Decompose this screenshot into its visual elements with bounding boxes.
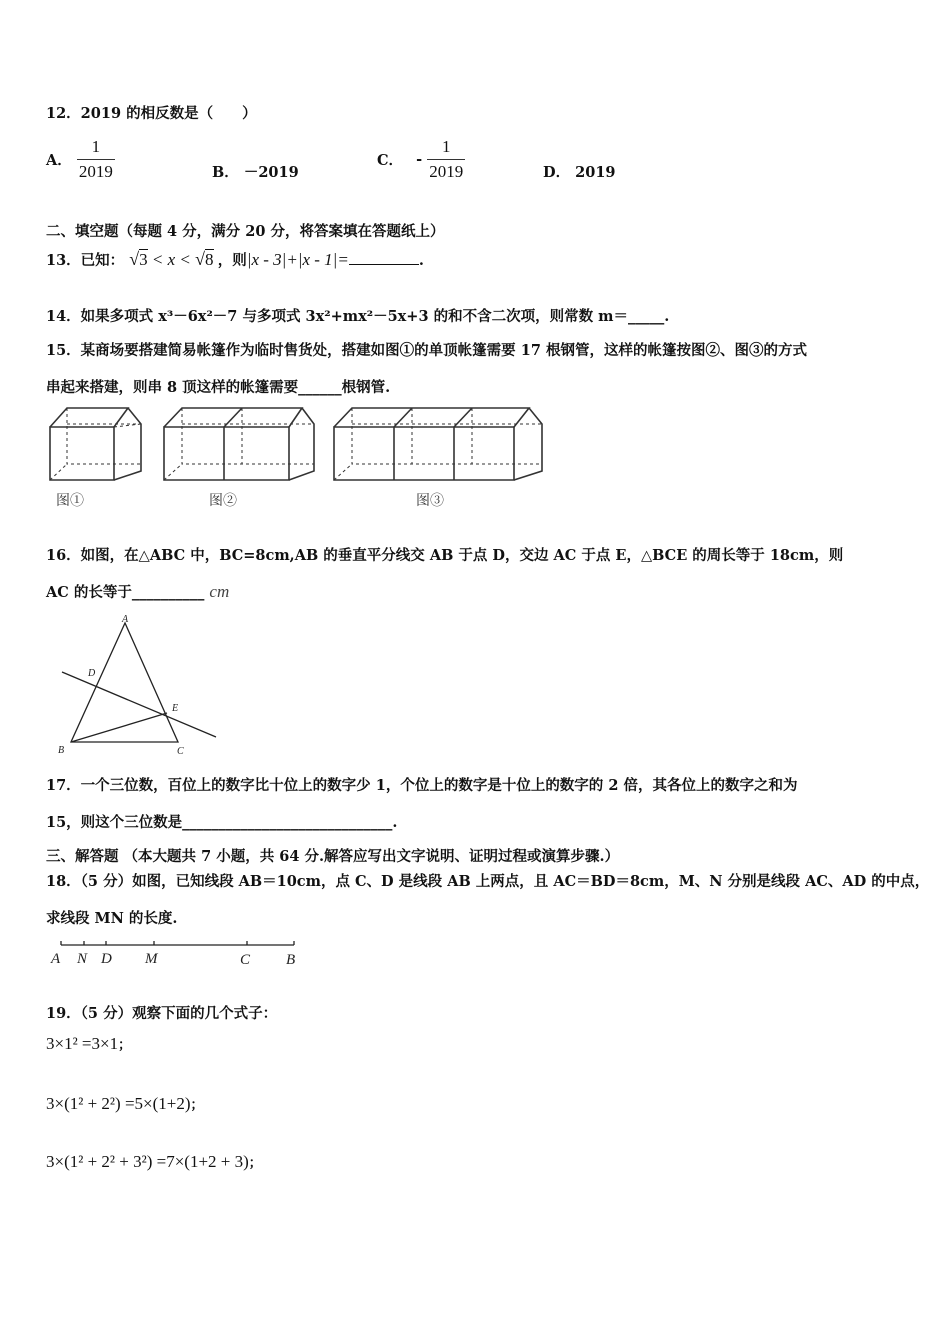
q16-line2-text: AC 的长等于__________: [46, 584, 205, 601]
q12-stem: 12．2019 的相反数是（ ）: [46, 105, 257, 122]
segment-point-a: A: [51, 951, 61, 967]
point-a-label: A: [122, 614, 129, 625]
q13-cond-mid: < x <: [147, 250, 196, 269]
q12-option-c: [377, 137, 465, 182]
option-c-fraction: [427, 137, 465, 182]
equation-3: 3×(1² + 2² + 3²) =7×(1+2 + 3): [46, 1152, 249, 1171]
option-d-value: 2019: [575, 164, 616, 181]
tent-figure-1: [50, 408, 141, 480]
option-a-fraction: [77, 137, 115, 182]
q19-equation-2: [46, 1094, 204, 1114]
segment-point-d: D: [101, 951, 112, 967]
q13-answer-blank[interactable]: [349, 264, 419, 265]
triangle-figure: [46, 612, 236, 760]
q16-line2: [46, 581, 229, 602]
equation-1: 3×1² =3×1: [46, 1034, 119, 1053]
point-b-label: B: [58, 745, 65, 756]
option-a-label: A．: [46, 152, 72, 169]
tent-figure-2: [164, 408, 314, 480]
point-c-label: C: [177, 746, 184, 757]
segment-point-c: C: [240, 952, 251, 968]
q18-line1: 18．（5 分）如图，已知线段 AB＝10cm，点 C、D 是线段 AB 上两点，且 AC＝BD＝8cm，M、N 分别是线段 AC、AD 的中点，: [46, 873, 930, 890]
segment-point-b: B: [286, 952, 296, 968]
q16-unit: cm: [209, 582, 230, 601]
option-c-sign: -: [416, 151, 423, 168]
sqrt-3: 3: [139, 250, 148, 269]
q17-line1: 17．一个三位数，百位上的数字比十位上的数字少 1，个位上的数字是十位上的数字的 2 倍，其各位上的数字之和为: [46, 777, 798, 794]
section-3-heading: 三、解答题 （本大题共 7 小题，共 64 分.解答应写出文字说明、证明过程或演算步骤.）: [46, 848, 620, 865]
segment-point-m: M: [145, 951, 158, 967]
q19-stem: 19．（5 分）观察下面的几个式子：: [46, 1005, 278, 1022]
section-2-heading: 二、填空题（每题 4 分，满分 20 分，将答案填在答题纸上）: [46, 223, 445, 240]
tent-figure-3: [334, 408, 542, 480]
q13-end: .: [418, 252, 424, 269]
q15-line1: 15．某商场要搭建简易帐篷作为临时售货处，搭建如图①的单顶帐篷需要 17 根钢管，这样的帐篷按图②、图③的方式: [46, 342, 807, 359]
segment-figure: [44, 936, 306, 972]
option-b-value: －2019: [243, 164, 299, 181]
tent-figures: [44, 402, 554, 514]
option-c-label: C．: [377, 152, 404, 169]
sqrt-8: 8: [205, 250, 214, 269]
fraction-denominator: 2019: [77, 159, 115, 182]
q17-line2: 15，则这个三位数是_____________________________.: [46, 814, 398, 831]
q13: [46, 249, 424, 270]
point-d-label: D: [88, 668, 96, 679]
q12-option-a: [46, 137, 115, 182]
q13-condition: √3 < x < √8: [129, 249, 214, 269]
fig-label-1: 图①: [56, 494, 84, 509]
q13-prefix: 13．已知：: [46, 252, 125, 269]
q15-line2: 串起来搭建，则串 8 顶这样的帐篷需要______根钢管.: [46, 379, 391, 396]
option-b-label: B．: [212, 164, 239, 181]
option-d-label: D．: [543, 164, 571, 181]
equation-2: 3×(1² + 2²) =5×(1+2): [46, 1094, 191, 1113]
fig-label-2: 图②: [209, 494, 237, 509]
fraction-numerator: 1: [91, 137, 101, 156]
q12-option-b: [212, 161, 299, 182]
q18-line2: 求线段 MN 的长度.: [46, 910, 178, 927]
fig-label-3: 图③: [416, 494, 444, 509]
q19-equation-1: [46, 1034, 131, 1054]
eq-separator: ；: [190, 1097, 204, 1112]
segment-point-n: N: [77, 951, 88, 967]
q16-line1: 16．如图，在△ABC 中，BC=8cm,AB 的垂直平分线交 AB 于点 D，交边 AC 于点 E，△BCE 的周长等于 18cm，则: [46, 547, 844, 564]
eq-separator: ；: [248, 1155, 262, 1170]
q12-option-d: [543, 161, 616, 182]
q13-expression: |x - 3|+|x - 1|=: [246, 250, 349, 269]
point-e-label: E: [172, 703, 179, 714]
fraction-numerator: 1: [441, 137, 451, 156]
eq-separator: ；: [118, 1037, 132, 1052]
q19-equation-3: [46, 1152, 262, 1172]
fraction-denominator: 2019: [427, 159, 465, 182]
q14: 14．如果多项式 x³－6x²－7 与多项式 3x²+mx²－5x+3 的和不含二次项，则常数 m＝_____.: [46, 308, 670, 325]
q13-then: ，则: [217, 252, 247, 269]
